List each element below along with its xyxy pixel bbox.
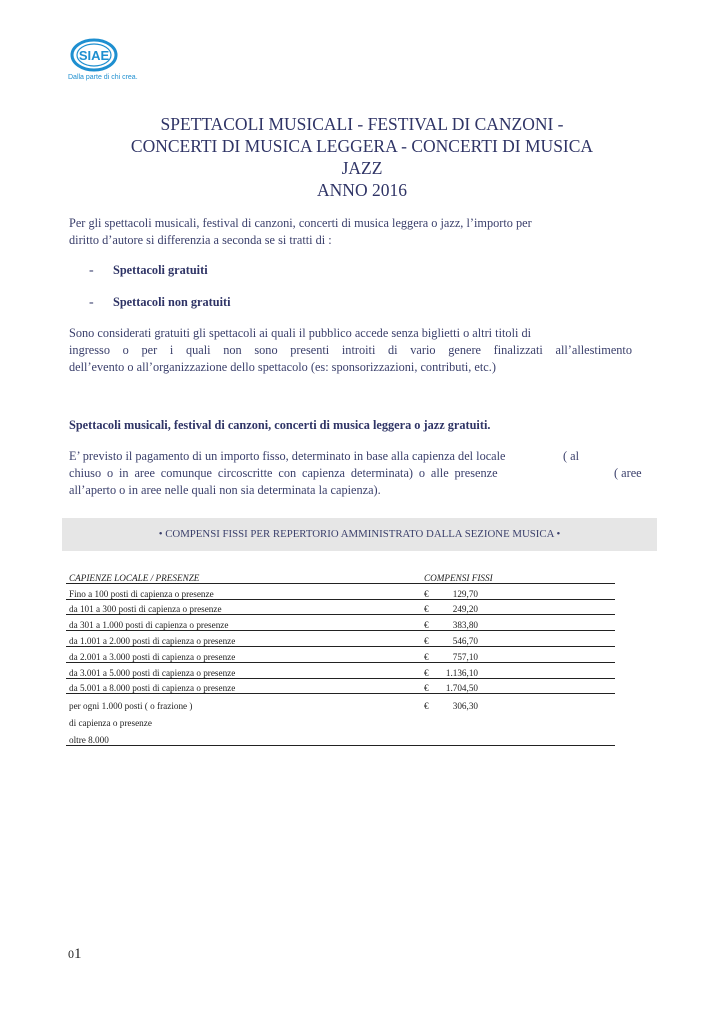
dash-icon: - — [89, 295, 94, 310]
fee-value: 1.136,10 — [445, 667, 478, 678]
definition-paragraph — [69, 325, 632, 376]
euro-icon: € — [424, 683, 429, 694]
document-title — [60, 113, 664, 201]
intro-line-1: Per gli spettacoli musicali, festival di canzoni, concerti di musica leggera o jazz, l’importo per — [69, 216, 532, 230]
table-row — [66, 599, 615, 615]
payment-line-1-text: E’ previsto il pagamento di un importo fisso, determinato in base alla capienza del locale — [69, 449, 506, 463]
intro-paragraph — [69, 215, 651, 249]
capacity-cell: Fino a 100 posti di capienza o presenze — [66, 583, 421, 599]
capacity-cell: da 101 a 300 posti di capienza o presenze — [66, 599, 421, 615]
payment-paragraph — [69, 448, 651, 499]
fee-cell — [421, 662, 615, 678]
header-capacity: CAPIENZE LOCALE / PRESENZE — [66, 568, 421, 583]
euro-icon: € — [424, 701, 429, 712]
euro-icon: € — [424, 620, 429, 631]
fees-table — [66, 568, 615, 746]
bullet-label: Spettacoli non gratuiti — [113, 295, 231, 309]
fee-cell — [421, 678, 615, 694]
fee-value: 383,80 — [452, 620, 478, 631]
euro-icon: € — [424, 588, 429, 599]
logo-brand: SIAE — [78, 48, 110, 63]
payment-line-1 — [69, 448, 651, 465]
fee-cell — [421, 599, 615, 615]
fees-section-band — [62, 518, 657, 551]
table-row — [66, 662, 615, 678]
fee-value: 546,70 — [452, 635, 478, 646]
page-number-prefix: 0 — [68, 947, 74, 961]
capacity-cell: da 1.001 a 2.000 posti di capienza o presenze — [66, 631, 421, 647]
page-number — [68, 946, 82, 963]
capacity-cell: oltre 8.000 — [66, 728, 421, 746]
bullet-item — [89, 263, 208, 279]
definition-line-2: ingresso o per i quali non sono presenti introiti di vario genere finalizzati all’allestimento — [69, 343, 632, 357]
bullet-label: Spettacoli gratuiti — [113, 263, 208, 277]
table-row — [66, 728, 615, 746]
payment-line-2-text: chiuso o in aree comunque circoscritte con capienza determinata) o alle presenze — [69, 466, 498, 480]
fee-value: 1.704,50 — [445, 683, 478, 694]
table-row — [66, 678, 615, 694]
table-header-row — [66, 568, 615, 583]
capacity-cell: per ogni 1.000 posti ( o frazione ) — [69, 701, 193, 712]
table-row — [66, 631, 615, 647]
fee-cell — [421, 615, 615, 631]
euro-icon: € — [424, 651, 429, 662]
bullet-item — [89, 295, 231, 311]
fee-cell-empty — [421, 728, 615, 746]
intro-line-2: diritto d’autore si differenzia a seconda se si tratti di : — [69, 233, 332, 247]
title-line-4: ANNO 2016 — [317, 180, 407, 200]
fee-cell — [421, 631, 615, 647]
title-line-2: CONCERTI DI MUSICA LEGGERA - CONCERTI DI MUSICA — [130, 136, 594, 156]
header-fees: COMPENSI FISSI — [421, 568, 615, 583]
fee-value: 306,30 — [452, 701, 478, 712]
payment-line-2 — [69, 465, 651, 482]
capacity-cell: da 5.001 a 8.000 posti di capienza o presenze — [66, 678, 421, 694]
dash-icon: - — [89, 263, 94, 278]
fee-cell — [421, 694, 615, 712]
fee-cell — [421, 646, 615, 662]
capacity-cell: da 301 a 1.000 posti di capienza o presenze — [66, 615, 421, 631]
title-line-1: SPETTACOLI MUSICALI - FESTIVAL DI CANZONI - — [160, 114, 564, 134]
fee-cell-empty — [421, 711, 615, 728]
fee-cell — [421, 583, 615, 599]
definition-line-1: Sono considerati gratuiti gli spettacoli ai quali il pubblico accede senza biglietti o altri titoli di — [69, 326, 532, 340]
euro-icon: € — [424, 635, 429, 646]
euro-icon: € — [424, 604, 429, 615]
table-row — [66, 615, 615, 631]
logo-tagline: Dalla parte di chi crea. — [68, 74, 138, 81]
title-line-3: JAZZ — [341, 158, 383, 178]
fee-value: 129,70 — [452, 588, 478, 599]
payment-line-2-tail: ( aree — [614, 466, 642, 480]
section-heading: Spettacoli musicali, festival di canzoni, concerti di musica leggera o jazz gratuiti. — [69, 418, 491, 432]
table-row — [66, 583, 615, 599]
table-row — [66, 711, 615, 728]
fees-section-title: • COMPENSI FISSI PER REPERTORIO AMMINISTRATO DALLA SEZIONE MUSICA • — [158, 528, 561, 540]
fee-value: 249,20 — [452, 604, 478, 615]
capacity-cell: da 3.001 a 5.000 posti di capienza o presenze — [66, 662, 421, 678]
payment-line-1-tail: ( al — [563, 449, 580, 463]
table-row — [66, 646, 615, 662]
payment-line-3: all’aperto o in aree nelle quali non sia determinata la capienza). — [69, 483, 381, 497]
page-number-main: 1 — [74, 946, 82, 962]
euro-icon: € — [424, 667, 429, 678]
capacity-cell: da 2.001 a 3.000 posti di capienza o presenze — [66, 646, 421, 662]
capacity-cell: di capienza o presenze — [69, 718, 152, 729]
fee-value: 757,10 — [452, 651, 478, 662]
table-row — [66, 694, 615, 712]
definition-line-3: dell’evento o all’organizzazione dello spettacolo (es: sponsorizzazioni, contributi, etc.) — [69, 360, 496, 374]
